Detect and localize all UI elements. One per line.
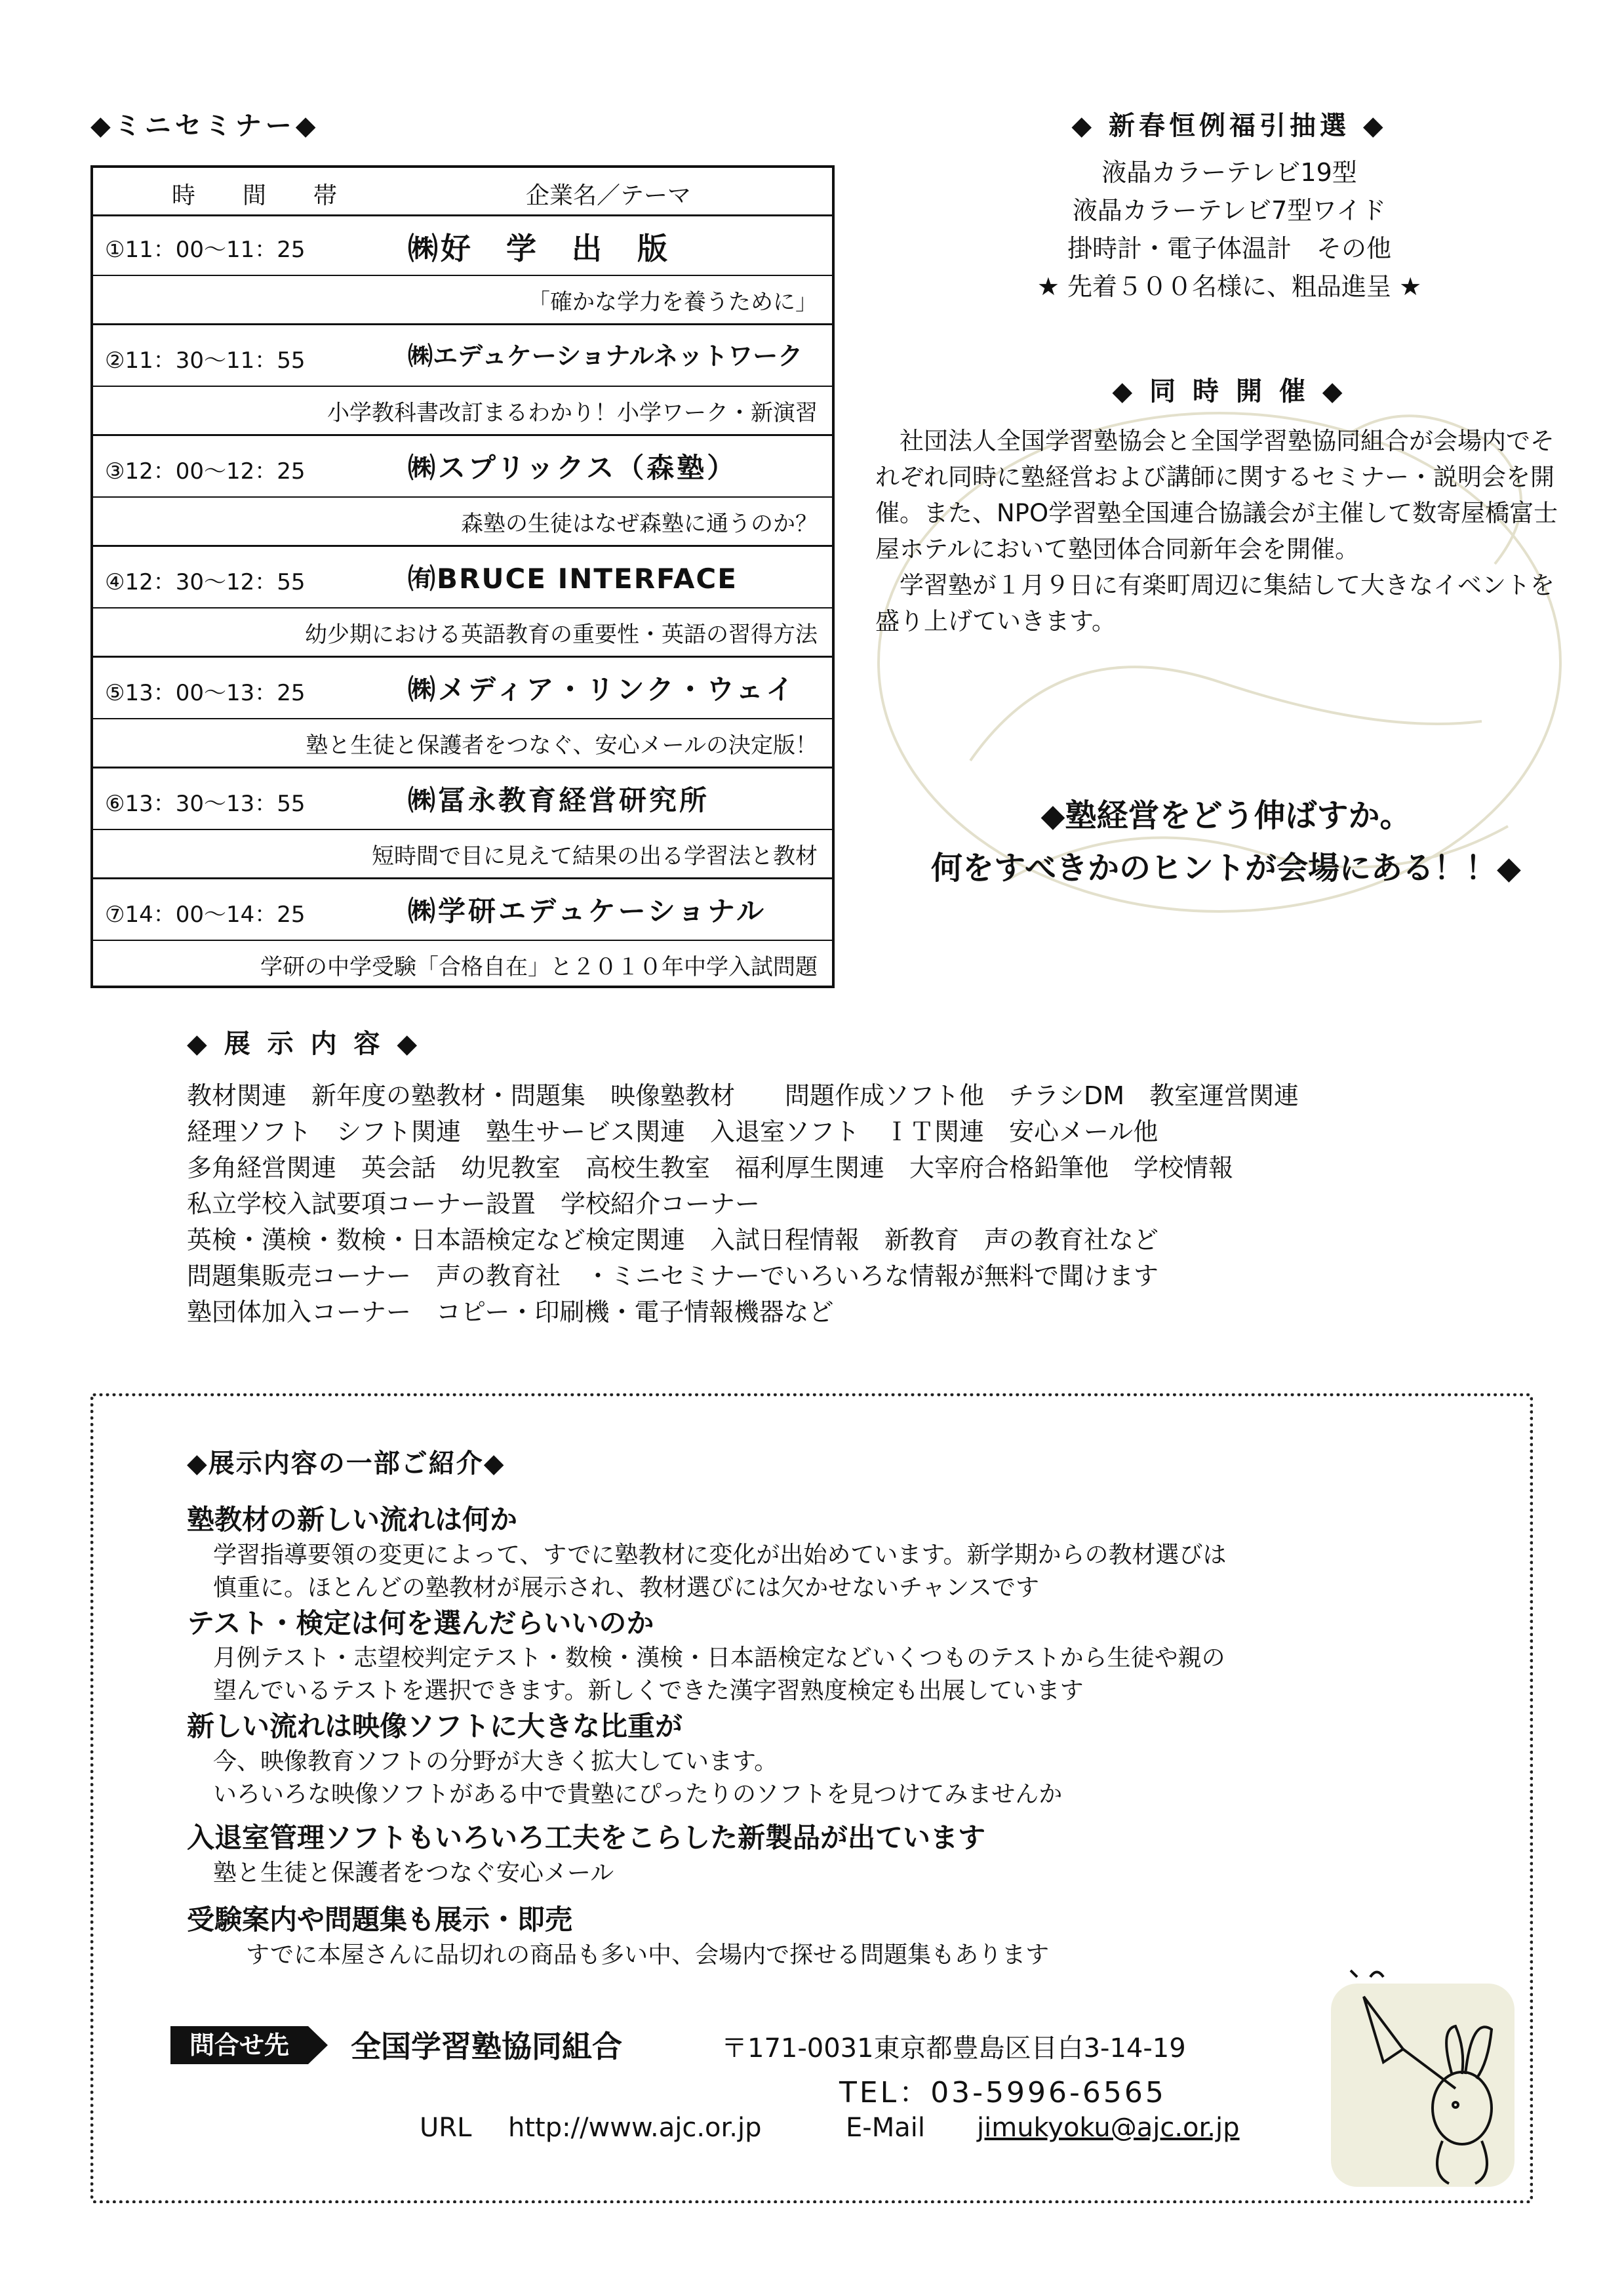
seminar-row bbox=[93, 879, 832, 990]
slogan-line2: 何をすべきかのヒントが会場にある！！◆ bbox=[931, 850, 1521, 887]
row-divider bbox=[93, 718, 832, 719]
lottery-heading: ◆ 新春恒例福引抽選 ◆ bbox=[1071, 111, 1387, 141]
exhibition-heading: ◆ 展 示 内 容 ◆ bbox=[187, 1029, 422, 1059]
rabbit-trumpet-icon bbox=[1324, 1957, 1521, 2193]
exhibition-line: 問題集販売コーナー 声の教育社 ・ミニセミナーでいろいろな情報が無料で聞けます bbox=[187, 1262, 1159, 1290]
header-theme: 企業名／テーマ bbox=[526, 182, 692, 209]
seminar-row bbox=[93, 325, 832, 436]
seminar-theme: 森塾の生徒はなぜ森塾に通うのか？ bbox=[461, 511, 818, 537]
seminar-time: ⑤13：00〜13：25 bbox=[105, 680, 306, 706]
seminar-table bbox=[90, 165, 835, 988]
contact-org: 全国学習塾協同組合 bbox=[351, 2029, 622, 2064]
seminar-company: ㈱スプリックス（森塾） bbox=[408, 452, 738, 484]
intro-heading: ◆展示内容の一部ご紹介◆ bbox=[187, 1448, 505, 1479]
intro-topic-line: 慎重に。ほとんどの塾教材が展示され、教材選びには欠かせないチャンスです bbox=[213, 1574, 1040, 1601]
seminar-company: ㈱エデュケーショナルネットワーク bbox=[408, 342, 803, 370]
seminar-time: ②11：30〜11：55 bbox=[105, 348, 306, 374]
contact-url-link[interactable]: http://www.ajc.or.jp bbox=[508, 2113, 762, 2143]
intro-topic-title: 塾教材の新しい流れは何か bbox=[187, 1504, 518, 1536]
seminar-time: ④12：30〜12：55 bbox=[105, 569, 306, 595]
seminar-company: ㈱好 学 出 版 bbox=[408, 231, 670, 266]
row-divider bbox=[93, 386, 832, 387]
intro-topic-line: 塾と生徒と保護者をつなぐ安心メール bbox=[213, 1860, 614, 1886]
seminar-company: ㈱冨永教育経営研究所 bbox=[408, 784, 710, 816]
intro-topic-line: 望んでいるテストを選択できます。新しくできた漢字習熟度検定も出展しています bbox=[213, 1677, 1084, 1704]
row-divider bbox=[93, 829, 832, 830]
row-divider bbox=[93, 275, 832, 276]
seminar-time: ⑥13：30〜13：55 bbox=[105, 791, 306, 817]
seminar-row bbox=[93, 547, 832, 658]
intro-topic-title: 入退室管理ソフトもいろいろ工夫をこらした新製品が出ています bbox=[187, 1822, 986, 1854]
exhibition-line: 教材関連 新年度の塾教材・問題集 映像塾教材 問題作成ソフト他 チラシDM 教室運営関連 bbox=[187, 1081, 1299, 1110]
simultaneous-text bbox=[875, 423, 1564, 639]
intro-topic-line: 今、映像教育ソフトの分野が大きく拡大しています。 bbox=[213, 1748, 778, 1775]
seminar-time: ③12：00〜12：25 bbox=[105, 458, 306, 485]
seminar-row bbox=[93, 436, 832, 547]
seminar-time: ⑦14：00〜14：25 bbox=[105, 902, 306, 928]
mini-seminar-heading: ◆ミニセミナー◆ bbox=[90, 111, 320, 141]
seminar-theme: 幼少期における英語教育の重要性・英語の習得方法 bbox=[305, 622, 818, 648]
seminar-theme: 塾と生徒と保護者をつなぐ、安心メールの決定版！ bbox=[306, 732, 818, 759]
seminar-theme: 「確かな学力を養うために」 bbox=[528, 289, 818, 315]
seminar-company: ㈱学研エデュケーショナル bbox=[408, 895, 766, 927]
exhibition-line: 塾団体加入コーナー コピー・印刷機・電子情報機器など bbox=[187, 1298, 834, 1327]
header-time: 時 間 帯 bbox=[172, 182, 338, 209]
lottery-item: 液晶カラーテレビ19型 bbox=[1101, 158, 1357, 187]
exhibition-line: 私立学校入試要項コーナー設置 学校紹介コーナー bbox=[187, 1189, 761, 1218]
contact-arrow-icon bbox=[308, 2026, 328, 2064]
seminar-table-header bbox=[93, 168, 832, 216]
intro-topic-line: すでに本屋さんに品切れの商品も多い中、会場内で探せる問題集もあります bbox=[246, 1942, 1050, 1968]
intro-topic-line: 学習指導要領の変更によって、すでに塾教材に変化が出始めています。新学期からの教材選びは bbox=[213, 1542, 1227, 1568]
exhibition-line: 経理ソフト シフト関連 塾生サービス関連 入退室ソフト ＩＴ関連 安心メール他 bbox=[187, 1117, 1159, 1146]
contact-address: 〒171-0031東京都豊島区目白3-14-19 bbox=[721, 2033, 1186, 2064]
exhibition-line: 英検・漢検・数検・日本語検定など検定関連 入試日程情報 新教育 声の教育社など bbox=[187, 1226, 1159, 1254]
seminar-row bbox=[93, 658, 832, 768]
intro-topic-line: いろいろな映像ソフトがある中で貴塾にぴったりのソフトを見つけてみませんか bbox=[213, 1781, 1063, 1808]
lottery-item: ★ 先着５００名様に、粗品進呈 ★ bbox=[1037, 272, 1422, 301]
seminar-theme: 短時間で目に見えて結果の出る学習法と教材 bbox=[372, 843, 818, 869]
row-divider bbox=[93, 496, 832, 498]
simultaneous-heading: ◆ 同 時 開 催 ◆ bbox=[1112, 376, 1347, 407]
row-divider bbox=[93, 940, 832, 941]
intro-topic-title: テスト・検定は何を選んだらいいのか bbox=[187, 1607, 654, 1639]
seminar-company: ㈱メディア・リンク・ウェイ bbox=[408, 673, 797, 706]
contact-tel: TEL：03-5996-6565 bbox=[839, 2076, 1166, 2109]
lottery-item: 液晶カラーテレビ7型ワイド bbox=[1072, 196, 1387, 225]
simultaneous-paragraph: 社団法人全国学習塾協会と全国学習塾協同組合が会場内でそれぞれ同時に塾経営および講師に関するセミナー・説明会を開催。また、NPO学習塾全国連合協議会が主催して数寄屋橋富士屋ホテルにおいて塾団体合同新年会を開催。 bbox=[875, 427, 1558, 563]
contact-url-label: URL bbox=[420, 2113, 472, 2143]
lottery-item: 掛時計・電子体温計 その他 bbox=[1067, 234, 1391, 263]
intro-topic-line: 月例テスト・志望校判定テスト・数検・漢検・日本語検定などいくつものテストから生徒や親の bbox=[213, 1645, 1225, 1671]
seminar-row bbox=[93, 768, 832, 879]
contact-email-link[interactable]: jimukyoku@ajc.or.jp bbox=[977, 2113, 1240, 2143]
intro-topic-title: 新しい流れは映像ソフトに大きな比重が bbox=[187, 1710, 683, 1742]
seminar-row bbox=[93, 214, 832, 325]
seminar-theme: 小学教科書改訂まるわかり！小学ワーク・新演習 bbox=[327, 400, 818, 426]
intro-topic-title: 受験案内や問題集も展示・即売 bbox=[187, 1904, 573, 1936]
exhibition-line: 多角経営関連 英会話 幼児教室 高校生教室 福利厚生関連 大宰府合格鉛筆他 学校情報 bbox=[187, 1153, 1234, 1182]
simultaneous-paragraph: 学習塾が１月９日に有楽町周辺に集結して大きなイベントを盛り上げていきます。 bbox=[875, 571, 1555, 635]
seminar-theme: 学研の中学受験「合格自在」と２０１０年中学入試問題 bbox=[260, 954, 818, 980]
row-divider bbox=[93, 607, 832, 609]
slogan-line1: ◆塾経営をどう伸ばすか。 bbox=[1040, 797, 1412, 834]
seminar-time: ①11：00〜11：25 bbox=[105, 237, 306, 263]
contact-email-label: E-Mail bbox=[846, 2113, 925, 2143]
seminar-company: ㈲BRUCE INTERFACE bbox=[408, 563, 738, 595]
contact-label: 問合せ先 bbox=[170, 2026, 308, 2064]
